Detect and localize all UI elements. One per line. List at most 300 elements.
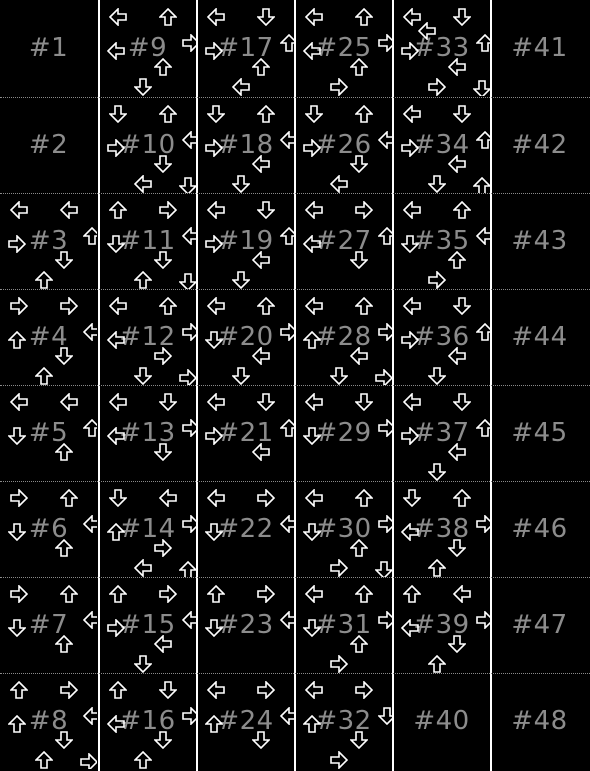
arrow-left-icon bbox=[305, 585, 323, 603]
chart-number-label: #14 bbox=[119, 514, 176, 544]
chart-number-label: #24 bbox=[217, 706, 274, 736]
arrow-down-icon bbox=[154, 251, 172, 269]
arrow-down-icon bbox=[350, 731, 368, 749]
arrow-down-icon bbox=[401, 235, 419, 253]
chart-cell[interactable] bbox=[295, 577, 392, 673]
arrow-right-icon bbox=[159, 585, 177, 603]
arrow-down-icon bbox=[8, 427, 26, 445]
arrow-down-icon bbox=[205, 331, 223, 349]
chart-cell[interactable] bbox=[99, 481, 196, 577]
arrow-left-icon bbox=[305, 297, 323, 315]
arrow-left-icon bbox=[10, 393, 28, 411]
arrow-left-icon bbox=[403, 393, 421, 411]
chart-number-label: #8 bbox=[28, 706, 69, 736]
arrow-down-icon bbox=[154, 443, 172, 461]
arrow-up-icon bbox=[8, 715, 26, 733]
chart-cell[interactable] bbox=[491, 673, 588, 769]
arrow-up-icon bbox=[83, 227, 97, 245]
chart-number-label: #38 bbox=[413, 514, 470, 544]
chart-cell[interactable] bbox=[491, 289, 588, 385]
chart-number-label: #15 bbox=[119, 610, 176, 640]
arrow-right-icon bbox=[476, 515, 490, 533]
chart-number-label: #19 bbox=[217, 226, 274, 256]
arrow-up-icon bbox=[355, 105, 373, 123]
arrow-right-icon bbox=[205, 42, 223, 60]
arrow-down-icon bbox=[257, 393, 275, 411]
chart-cell[interactable] bbox=[393, 673, 490, 769]
arrow-up-icon bbox=[355, 8, 373, 26]
arrow-down-icon bbox=[109, 489, 127, 507]
arrow-left-icon bbox=[154, 635, 172, 653]
arrow-left-icon bbox=[107, 42, 125, 60]
arrow-down-icon bbox=[448, 635, 466, 653]
arrow-down-icon bbox=[232, 175, 250, 193]
chart-cell[interactable] bbox=[393, 577, 490, 673]
arrow-right-icon bbox=[182, 34, 196, 52]
arrow-down-icon bbox=[330, 367, 348, 385]
chart-cell[interactable] bbox=[491, 481, 588, 577]
arrow-down-icon bbox=[179, 177, 196, 193]
arrow-right-icon bbox=[10, 297, 28, 315]
arrow-up-icon bbox=[303, 331, 321, 349]
chart-cell[interactable] bbox=[393, 97, 490, 193]
arrow-up-icon bbox=[179, 561, 196, 577]
arrow-left-icon bbox=[448, 58, 466, 76]
arrow-right-icon bbox=[8, 235, 26, 253]
arrow-right-icon bbox=[330, 559, 348, 577]
arrow-up-icon bbox=[350, 539, 368, 557]
chart-number-label: #12 bbox=[119, 322, 176, 352]
arrow-left-icon bbox=[207, 297, 225, 315]
arrow-left-icon bbox=[207, 681, 225, 699]
chart-number-label: #37 bbox=[413, 418, 470, 448]
arrow-right-icon bbox=[428, 78, 446, 96]
chart-cell[interactable] bbox=[0, 289, 97, 385]
arrow-left-icon bbox=[280, 707, 294, 725]
arrow-left-icon bbox=[83, 323, 97, 341]
chart-number-label: #21 bbox=[217, 418, 274, 448]
chart-number-label: #11 bbox=[119, 226, 176, 256]
arrow-up-icon bbox=[303, 715, 321, 733]
chart-number-label: #39 bbox=[413, 610, 470, 640]
arrow-right-icon bbox=[10, 489, 28, 507]
chart-number-label: #16 bbox=[119, 706, 176, 736]
arrow-left-icon bbox=[134, 559, 152, 577]
arrow-right-icon bbox=[182, 707, 196, 725]
chart-cell[interactable] bbox=[491, 385, 588, 481]
arrow-up-icon bbox=[134, 271, 152, 289]
arrow-left-icon bbox=[448, 155, 466, 173]
arrow-right-icon bbox=[179, 369, 196, 385]
arrow-left-icon bbox=[182, 611, 196, 629]
chart-cell[interactable] bbox=[0, 577, 97, 673]
arrow-right-icon bbox=[182, 515, 196, 533]
arrow-down-icon bbox=[154, 731, 172, 749]
arrow-left-icon bbox=[109, 297, 127, 315]
arrow-left-icon bbox=[453, 585, 471, 603]
arrow-right-icon bbox=[10, 585, 28, 603]
arrow-right-icon bbox=[182, 419, 196, 437]
arrow-down-icon bbox=[303, 619, 321, 637]
arrow-up-icon bbox=[107, 523, 125, 541]
arrow-down-icon bbox=[154, 155, 172, 173]
arrow-left-icon bbox=[252, 443, 270, 461]
chart-cell[interactable] bbox=[491, 577, 588, 673]
arrow-down-icon bbox=[303, 427, 321, 445]
chart-number-label: #4 bbox=[28, 322, 69, 352]
chart-cell[interactable] bbox=[393, 0, 490, 96]
arrow-down-icon bbox=[252, 731, 270, 749]
arrow-down-icon bbox=[428, 367, 446, 385]
arrow-right-icon bbox=[355, 681, 373, 699]
arrow-down-icon bbox=[232, 271, 250, 289]
arrow-up-icon bbox=[205, 715, 223, 733]
arrow-up-icon bbox=[55, 635, 73, 653]
arrow-down-icon bbox=[428, 175, 446, 193]
arrow-up-icon bbox=[257, 105, 275, 123]
arrow-right-icon bbox=[401, 331, 419, 349]
arrow-down-icon bbox=[159, 393, 177, 411]
arrow-up-icon bbox=[35, 367, 53, 385]
arrow-right-icon bbox=[107, 619, 125, 637]
arrow-left-icon bbox=[107, 427, 125, 445]
arrow-left-icon bbox=[252, 347, 270, 365]
arrow-left-icon bbox=[403, 297, 421, 315]
chart-cell[interactable] bbox=[197, 193, 294, 289]
chart-number-label: #44 bbox=[511, 322, 568, 352]
arrow-right-icon bbox=[330, 655, 348, 673]
arrow-down-icon bbox=[453, 8, 471, 26]
arrow-right-icon bbox=[401, 139, 419, 157]
chart-number-label: #35 bbox=[413, 226, 470, 256]
arrow-down-icon bbox=[453, 105, 471, 123]
chart-cell[interactable] bbox=[393, 193, 490, 289]
chart-cell[interactable] bbox=[197, 385, 294, 481]
arrow-up-icon bbox=[355, 489, 373, 507]
arrow-left-icon bbox=[83, 515, 97, 533]
arrow-down-icon bbox=[355, 393, 373, 411]
arrow-up-icon bbox=[280, 419, 294, 437]
chart-cell[interactable] bbox=[197, 481, 294, 577]
chart-number-label: #17 bbox=[217, 33, 274, 63]
arrow-left-icon bbox=[252, 251, 270, 269]
arrow-right-icon bbox=[378, 515, 392, 533]
arrow-left-icon bbox=[107, 331, 125, 349]
arrow-left-icon bbox=[83, 707, 97, 725]
arrow-right-icon bbox=[159, 201, 177, 219]
arrow-left-icon bbox=[252, 155, 270, 173]
arrow-up-icon bbox=[378, 227, 392, 245]
arrow-down-icon bbox=[8, 523, 26, 541]
chart-number-label: #23 bbox=[217, 610, 274, 640]
arrow-up-icon bbox=[355, 297, 373, 315]
arrow-up-icon bbox=[280, 227, 294, 245]
chart-cell[interactable] bbox=[99, 673, 196, 769]
arrow-up-icon bbox=[428, 655, 446, 673]
arrow-down-icon bbox=[134, 367, 152, 385]
arrow-left-icon bbox=[60, 201, 78, 219]
arrow-right-icon bbox=[378, 323, 392, 341]
chart-cell[interactable] bbox=[0, 193, 97, 289]
arrow-left-icon bbox=[232, 78, 250, 96]
arrow-left-icon bbox=[305, 201, 323, 219]
chart-cell[interactable] bbox=[0, 0, 97, 96]
arrow-up-icon bbox=[154, 58, 172, 76]
arrow-left-icon bbox=[403, 105, 421, 123]
arrow-up-icon bbox=[134, 751, 152, 769]
arrow-left-icon bbox=[280, 515, 294, 533]
arrow-up-icon bbox=[60, 489, 78, 507]
chart-number-label: #26 bbox=[315, 130, 372, 160]
chart-cell[interactable] bbox=[197, 577, 294, 673]
arrow-left-icon bbox=[207, 8, 225, 26]
arrow-left-icon bbox=[303, 42, 321, 60]
arrow-down-icon bbox=[375, 561, 392, 577]
arrow-down-icon bbox=[303, 523, 321, 541]
chart-cell[interactable] bbox=[295, 481, 392, 577]
arrow-left-icon bbox=[305, 489, 323, 507]
chart-cell[interactable] bbox=[197, 0, 294, 96]
arrow-up-icon bbox=[257, 297, 275, 315]
arrow-left-icon bbox=[159, 489, 177, 507]
chart-cell[interactable] bbox=[393, 481, 490, 577]
chart-number-label: #30 bbox=[315, 514, 372, 544]
arrow-down-icon bbox=[257, 8, 275, 26]
arrow-left-icon bbox=[418, 22, 436, 40]
arrow-right-icon bbox=[401, 427, 419, 445]
chart-cell[interactable] bbox=[0, 481, 97, 577]
arrow-right-icon bbox=[330, 78, 348, 96]
chart-number-label: #1 bbox=[28, 33, 69, 63]
arrow-down-icon bbox=[473, 80, 490, 96]
arrow-left-icon bbox=[109, 393, 127, 411]
chart-number-label: #34 bbox=[413, 130, 470, 160]
chart-number-label: #45 bbox=[511, 418, 568, 448]
arrow-left-icon bbox=[305, 8, 323, 26]
arrow-up-icon bbox=[448, 251, 466, 269]
chart-number-label: #20 bbox=[217, 322, 274, 352]
arrow-right-icon bbox=[60, 681, 78, 699]
chart-cell[interactable] bbox=[197, 673, 294, 769]
arrow-down-icon bbox=[207, 105, 225, 123]
arrow-down-icon bbox=[453, 297, 471, 315]
arrow-up-icon bbox=[476, 131, 490, 149]
chart-number-label: #2 bbox=[28, 130, 69, 160]
arrow-left-icon bbox=[207, 201, 225, 219]
chart-cell[interactable] bbox=[393, 385, 490, 481]
chart-number-label: #46 bbox=[511, 514, 568, 544]
chart-number-label: #31 bbox=[315, 610, 372, 640]
chart-number-label: #22 bbox=[217, 514, 274, 544]
arrow-down-icon bbox=[134, 78, 152, 96]
chart-cell[interactable] bbox=[0, 385, 97, 481]
arrow-up-icon bbox=[252, 58, 270, 76]
arrow-left-icon bbox=[403, 201, 421, 219]
arrow-down-icon bbox=[8, 619, 26, 637]
chart-cell[interactable] bbox=[295, 193, 392, 289]
arrow-up-icon bbox=[453, 489, 471, 507]
arrow-up-icon bbox=[428, 559, 446, 577]
arrow-left-icon bbox=[83, 611, 97, 629]
arrow-down-icon bbox=[159, 681, 177, 699]
chart-number-label: #42 bbox=[511, 130, 568, 160]
arrow-left-icon bbox=[330, 175, 348, 193]
arrow-down-icon bbox=[378, 707, 392, 725]
arrow-right-icon bbox=[378, 611, 392, 629]
arrow-left-icon bbox=[182, 227, 196, 245]
arrow-down-icon bbox=[453, 393, 471, 411]
arrow-left-icon bbox=[303, 235, 321, 253]
arrow-up-icon bbox=[109, 201, 127, 219]
arrow-down-icon bbox=[448, 539, 466, 557]
chart-number-label: #33 bbox=[413, 33, 470, 63]
arrow-left-icon bbox=[207, 393, 225, 411]
chart-number-label: #3 bbox=[28, 226, 69, 256]
arrow-right-icon bbox=[60, 297, 78, 315]
arrow-left-icon bbox=[182, 131, 196, 149]
arrow-right-icon bbox=[280, 323, 294, 341]
arrow-down-icon bbox=[55, 731, 73, 749]
arrow-left-icon bbox=[60, 393, 78, 411]
chart-cell[interactable] bbox=[295, 0, 392, 96]
arrow-right-icon bbox=[205, 139, 223, 157]
chart-cell[interactable] bbox=[491, 193, 588, 289]
arrow-right-icon bbox=[257, 489, 275, 507]
arrow-up-icon bbox=[83, 419, 97, 437]
chart-cell[interactable] bbox=[393, 289, 490, 385]
arrow-left-icon bbox=[107, 715, 125, 733]
arrow-right-icon bbox=[375, 369, 392, 385]
chart-cell[interactable] bbox=[99, 577, 196, 673]
arrow-left-icon bbox=[378, 131, 392, 149]
arrow-down-icon bbox=[232, 367, 250, 385]
arrow-left-icon bbox=[134, 175, 152, 193]
arrow-right-icon bbox=[428, 271, 446, 289]
arrow-right-icon bbox=[257, 681, 275, 699]
arrow-up-icon bbox=[55, 539, 73, 557]
arrow-right-icon bbox=[205, 235, 223, 253]
chart-number-label: #25 bbox=[315, 33, 372, 63]
arrow-down-icon bbox=[428, 463, 446, 481]
chart-cell[interactable] bbox=[295, 97, 392, 193]
chart-number-label: #9 bbox=[127, 33, 168, 63]
arrow-up-icon bbox=[207, 585, 225, 603]
arrow-down-icon bbox=[107, 235, 125, 253]
chart-cell[interactable] bbox=[99, 385, 196, 481]
arrow-down-icon bbox=[257, 201, 275, 219]
chart-number-label: #40 bbox=[413, 706, 470, 736]
arrow-left-icon bbox=[448, 443, 466, 461]
chart-cell[interactable] bbox=[295, 385, 392, 481]
arrow-left-icon bbox=[305, 393, 323, 411]
arrow-up-icon bbox=[355, 585, 373, 603]
arrow-left-icon bbox=[401, 619, 419, 637]
arrow-up-icon bbox=[109, 585, 127, 603]
arrow-up-icon bbox=[403, 585, 421, 603]
arrow-down-icon bbox=[205, 619, 223, 637]
arrow-up-icon bbox=[8, 331, 26, 349]
chart-number-label: #18 bbox=[217, 130, 274, 160]
arrow-down-icon bbox=[403, 489, 421, 507]
chart-cell[interactable] bbox=[197, 289, 294, 385]
arrow-down-icon bbox=[109, 105, 127, 123]
chart-number-label: #29 bbox=[315, 418, 372, 448]
arrow-right-icon bbox=[330, 751, 348, 769]
arrow-left-icon bbox=[109, 8, 127, 26]
chart-cell[interactable] bbox=[491, 0, 588, 96]
arrow-left-icon bbox=[207, 489, 225, 507]
arrow-up-icon bbox=[159, 297, 177, 315]
arrow-right-icon bbox=[303, 139, 321, 157]
arrow-left-icon bbox=[305, 681, 323, 699]
arrow-right-icon bbox=[355, 201, 373, 219]
arrow-down-icon bbox=[350, 251, 368, 269]
arrow-up-icon bbox=[476, 34, 490, 52]
chart-cell[interactable] bbox=[491, 97, 588, 193]
chart-cell[interactable] bbox=[99, 0, 196, 96]
chart-number-label: #7 bbox=[28, 610, 69, 640]
chart-cell[interactable] bbox=[0, 97, 97, 193]
chart-number-label: #27 bbox=[315, 226, 372, 256]
arrow-left-icon bbox=[476, 227, 490, 245]
arrow-left-icon bbox=[10, 201, 28, 219]
chart-cell[interactable] bbox=[197, 97, 294, 193]
chart-number-label: #43 bbox=[511, 226, 568, 256]
chart-number-label: #10 bbox=[119, 130, 176, 160]
arrow-down-icon bbox=[55, 251, 73, 269]
chart-number-label: #36 bbox=[413, 322, 470, 352]
chart-cell[interactable] bbox=[295, 289, 392, 385]
chart-number-label: #48 bbox=[511, 706, 568, 736]
arrow-down-icon bbox=[350, 155, 368, 173]
arrow-left-icon bbox=[448, 347, 466, 365]
arrow-right-icon bbox=[80, 753, 97, 769]
arrow-right-icon bbox=[378, 34, 392, 52]
arrow-up-icon bbox=[476, 323, 490, 341]
arrow-up-icon bbox=[159, 105, 177, 123]
arrow-up-icon bbox=[476, 419, 490, 437]
arrow-right-icon bbox=[107, 139, 125, 157]
arrow-right-icon bbox=[476, 611, 490, 629]
chart-cell[interactable] bbox=[295, 673, 392, 769]
arrow-down-icon bbox=[305, 105, 323, 123]
arrow-down-icon bbox=[205, 523, 223, 541]
arrow-right-icon bbox=[378, 419, 392, 437]
arrow-right-icon bbox=[401, 42, 419, 60]
arrow-up-icon bbox=[350, 58, 368, 76]
arrow-up-icon bbox=[280, 34, 294, 52]
arrow-up-icon bbox=[350, 635, 368, 653]
arrow-up-icon bbox=[10, 681, 28, 699]
chart-number-label: #5 bbox=[28, 418, 69, 448]
arrow-down-icon bbox=[179, 273, 196, 289]
arrow-left-icon bbox=[350, 347, 368, 365]
arrow-right-icon bbox=[182, 323, 196, 341]
arrow-right-icon bbox=[154, 347, 172, 365]
arrow-up-icon bbox=[453, 201, 471, 219]
chart-number-label: #13 bbox=[119, 418, 176, 448]
arrow-up-icon bbox=[159, 8, 177, 26]
arrow-right-icon bbox=[257, 585, 275, 603]
arrow-left-icon bbox=[280, 131, 294, 149]
chart-cell[interactable] bbox=[99, 97, 196, 193]
arrow-down-icon bbox=[55, 347, 73, 365]
chart-cell[interactable] bbox=[0, 673, 97, 769]
arrow-up-icon bbox=[473, 177, 490, 193]
chart-cell[interactable] bbox=[99, 289, 196, 385]
arrow-up-icon bbox=[35, 271, 53, 289]
chart-cell[interactable] bbox=[99, 193, 196, 289]
